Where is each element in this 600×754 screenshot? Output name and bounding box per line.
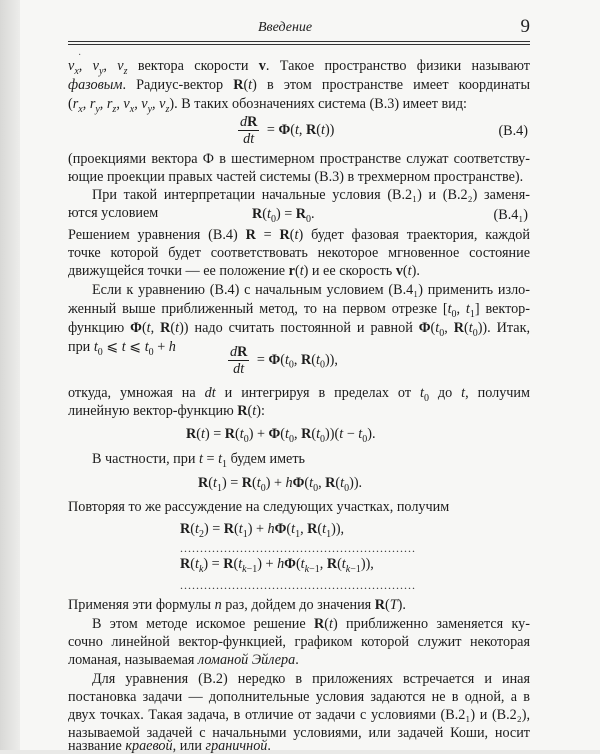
text-line: Для уравнения (В.2) нередко в приложениях встречается и иная (92, 671, 530, 687)
text-line: движущейся точки — ее положение r(t) и ее скорость v(t). (68, 263, 420, 279)
text-line: при $t_0$ ⩽ t ⩽ $t_0 + h$ (68, 339, 176, 358)
term-phase: фазовым (68, 77, 123, 93)
equation-number: (В.4) (498, 123, 528, 139)
term-euler: ломаной Эйлера (197, 652, 296, 668)
text-line: Если к уравнению (В.4) с начальным условием (В.4₁) применить изло- (92, 282, 530, 298)
text-line: фазовым. Радиус-вектор R(t) в этом пространстве имеет координаты (68, 77, 531, 93)
text-line: откуда, умножая на dt и интегрируя в пределах от $t_0$ до t, получим (68, 385, 531, 404)
equation-t1: $R(t_1) = R(t_0) + h\Phi(t_0$, $R(t_0)$). (198, 475, 363, 494)
stray-mark: · (78, 50, 82, 61)
text-line: $v_x$, $v_y$, $v_z$ вектора скорости v. Такое пространство физики называют (68, 58, 530, 77)
text-line: функцию Φ(t, R(t)) надо считать постоянной и равной $\Phi(t_0$, $R(t_0)$). Итак, (68, 320, 531, 339)
equation-local: $\frac{dR}{dt}$ = $\Phi(t_0$, $R(t_0)$), (230, 344, 338, 377)
equation-b41: $R(t_0) = R_0$. (252, 206, 315, 225)
text-line: ломаная, называемая ломаной Эйлера. (68, 652, 299, 668)
text-line: название краевой, или граничной. (68, 738, 271, 754)
equation-tk: $R(t_k) = R(t_{k-1}) + h\Phi(t_{k-1}$, $R(t_{k-1})$), (180, 556, 374, 575)
text-line: точке которой будет соответствовать некоторое мгновенное состояние (68, 245, 530, 261)
text-line: женный выше приближенный метод, то на первом отрезке [$t_0$, $t_1$] вектор- (68, 301, 530, 320)
equation-t2: $R(t_2) = R(t_1) + h\Phi(t_1$, $R(t_1)$), (180, 521, 345, 540)
text-line: Решением уравнения (В.4) R = R(t) будет фазовая траектория, каждой (68, 227, 530, 243)
dotted-row: ........................................................... (180, 541, 416, 555)
equation-linear: $R(t) = R(t_0) + \Phi(t_0$, $R(t_0))(t - t_0)$. (186, 426, 376, 445)
text-line: называемой задачей с начальными условиями, или задачей Коши, носит (68, 725, 530, 741)
text-line: При такой интерпретации начальные условия (В.2₁) и (В.2₂) заменя- (92, 187, 530, 203)
text-line: ются условием (68, 205, 159, 221)
equation-b4: $\frac{dR}{dt}$ = Φ(t, R(t)) (240, 114, 335, 147)
text-line: (проекциями вектора Ф в шестимерном пространстве служат соответству- (68, 151, 530, 167)
text-line: Повторяя то же рассуждение на следующих участках, получим (68, 499, 450, 515)
text-line: ($r_x$, $r_y$, $r_z$, $v_x$, $v_y$, $v_z$). В таких обозначениях система (В.3) имеет вид: (68, 96, 467, 115)
text-line: двух точках. Такая задача, в отличие от задачи с условиями (В.2₁) и (В.2₂), (68, 707, 530, 723)
text-line: линейную вектор-функцию R(t): (68, 403, 265, 419)
text-line: ющие проекции правых частей системы (В.3) в трехмерном пространстве). (68, 169, 524, 185)
text-line: сочно линейной вектор-функцией, графиком которой служит некоторая (68, 634, 530, 650)
text-line: Применяя эти формулы n раз, дойдем до значения R(T). (68, 597, 406, 613)
text-line: В этом методе искомое решение R(t) приближенно заменяется ку- (92, 616, 530, 632)
text-line: В частности, при $t = t_1$ будем иметь (92, 451, 306, 470)
header-title: Введение (258, 20, 313, 35)
header-rule (68, 41, 530, 42)
header-rule-thin (68, 44, 530, 45)
running-header (68, 16, 530, 40)
text-line: постановка задачи — дополнительные условия задаются не в одной, а в (68, 689, 530, 705)
dotted-row: ........................................................... (180, 578, 416, 592)
page-shadow (0, 0, 20, 750)
equation-number: (В.4₁) (493, 207, 528, 223)
page-number: 9 (520, 16, 530, 37)
